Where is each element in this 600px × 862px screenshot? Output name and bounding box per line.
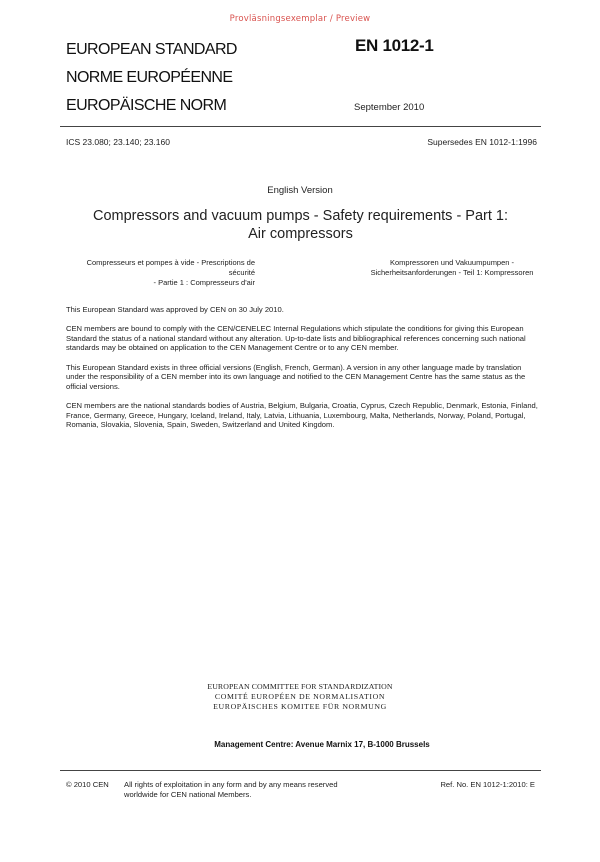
rights-statement <box>124 780 384 799</box>
rights-line1: All rights of exploitation in any form and by any means reserved <box>124 780 338 789</box>
french-title-line1: Compresseurs et pompes à vide - Prescriptions de sécurité <box>86 258 255 277</box>
committee-name-en: EUROPEAN COMMITTEE FOR STANDARDIZATION <box>207 682 393 691</box>
french-title-line2: - Partie 1 : Compresseurs d'air <box>153 278 255 287</box>
standard-name-en: EUROPEAN STANDARD <box>66 41 237 58</box>
ics-codes: ICS 23.080; 23.140; 23.160 <box>66 137 170 147</box>
german-title <box>345 258 559 278</box>
committee-name-fr: COMITÉ EUROPÉEN DE NORMALISATION <box>214 692 386 701</box>
reference-number: Ref. No. EN 1012-1:2010: E <box>440 780 535 789</box>
standard-name-fr: NORME EUROPÉENNE <box>66 69 233 86</box>
preview-watermark: Provläsningsexemplar / Preview <box>229 14 371 24</box>
copyright-notice: © 2010 CEN <box>66 780 109 789</box>
regulations-paragraph: CEN members are bound to comply with the CEN/CENELEC Internal Regulations which stipulate the conditions for giving this European Standard the status of a national standard without any alteration. Up-to-date lists and bibliographical references concerning such national standards may be obtained on application to the CEN Management Centre or to any CEN member. <box>66 324 526 353</box>
versions-paragraph: This European Standard exists in three official versions (English, French, German). A version in any other language made by translation under the responsibility of a CEN member into its own language and notified to the CEN Management Centre has the same status as the official versions. <box>66 362 526 391</box>
standard-name-de: EUROPÄISCHE NORM <box>66 97 227 114</box>
footer-divider <box>60 770 541 771</box>
document-title-line1: Compressors and vacuum pumps - Safety requirements - Part 1: <box>92 208 509 224</box>
publication-date: September 2010 <box>354 102 425 113</box>
german-title-line1: Kompressoren und Vakuumpumpen - <box>389 258 515 267</box>
supersedes-note: Supersedes EN 1012-1:1996 <box>427 137 537 147</box>
standard-number: EN 1012-1 <box>355 36 434 55</box>
standard-names <box>66 36 237 120</box>
management-centre-address: Management Centre: Avenue Marnix 17, B-1000 Brussels <box>214 740 430 749</box>
members-paragraph: CEN members are the national standards bodies of Austria, Belgium, Bulgaria, Croatia, Cyprus, Czech Republic, Denmark, Estonia, Finland, France, Germany, Greece, Hungary, Iceland, Ireland, Italy, Latvia, Lithuania, Luxembourg, Malta, Netherlands, Norway, Poland, Portugal, Romania, Slovakia, Slovenia, Spain, Sweden, Switzerland and United Kingdom. <box>66 400 538 430</box>
rights-line2: worldwide for CEN national Members. <box>124 789 252 799</box>
language-version: English Version <box>267 185 333 196</box>
cen-committee-block <box>0 682 600 712</box>
approval-paragraph: This European Standard was approved by CEN on 30 July 2010. <box>66 305 284 314</box>
document-title-line2: Air compressors <box>248 226 353 242</box>
document-title <box>60 207 541 243</box>
german-title-line2: Sicherheitsanforderungen - Teil 1: Kompressoren <box>370 268 534 277</box>
committee-name-de: EUROPÄISCHES KOMITEE FÜR NORMUNG <box>213 702 387 711</box>
header-divider <box>60 126 541 127</box>
french-title <box>60 258 255 288</box>
approval-text <box>66 305 541 439</box>
